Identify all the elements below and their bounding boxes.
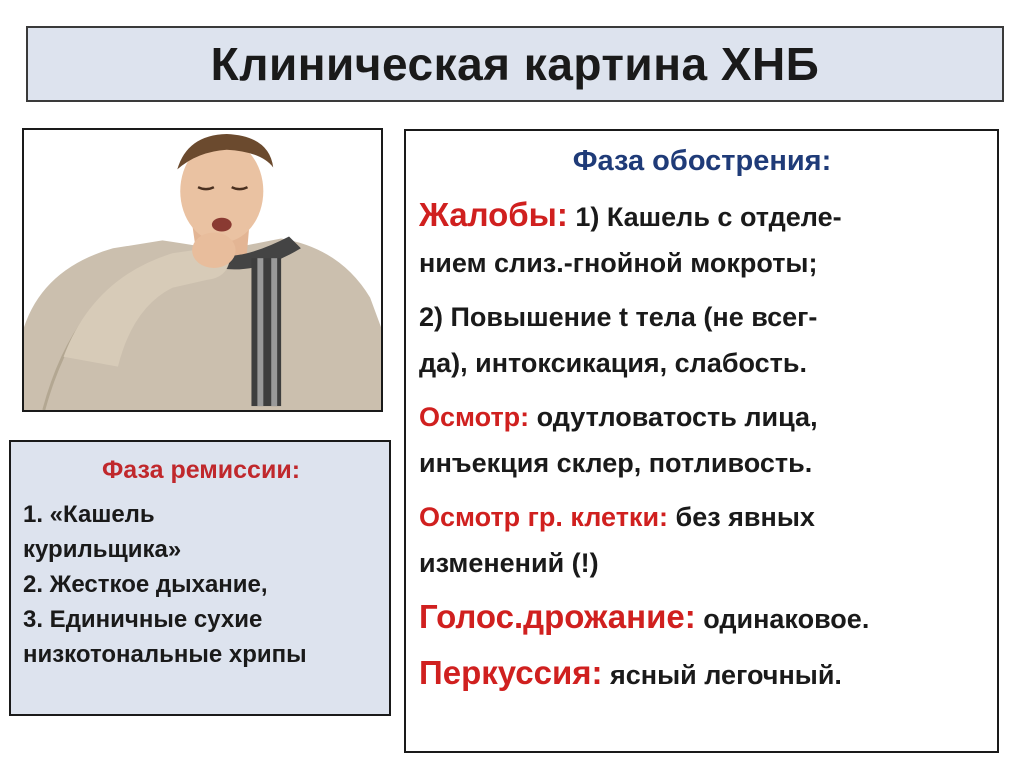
exacerbation-title: Фаза обострения: — [572, 145, 832, 177]
percussion-label: Перкуссия: — [419, 654, 603, 691]
fremitus-block: Голос.дрожание: одинаковое. — [419, 598, 870, 635]
list-item: 2. Жесткое дыхание, — [23, 571, 268, 598]
list-item: 3. Единичные сухие низкотональные хрипы — [23, 606, 307, 668]
page-title: Клиническая картина ХНБ — [210, 38, 820, 90]
remission-list — [23, 497, 379, 672]
title-banner — [26, 26, 1004, 102]
exam-label: Осмотр: — [419, 402, 530, 432]
complaints-label: Жалобы: — [419, 196, 568, 233]
list-item: 1. «Кашель курильщика» — [23, 501, 182, 563]
photo-frame — [22, 128, 383, 412]
exacerbation-panel — [404, 129, 999, 753]
remission-panel — [9, 440, 391, 716]
fremitus-label: Голос.дрожание: — [419, 598, 696, 635]
percussion-block: Перкуссия: ясный легочный. — [419, 654, 842, 691]
remission-title: Фаза ремиссии: — [101, 456, 301, 484]
complaints-2-block: 2) Повышение t тела (не всег- да), интоксикация, слабость. — [419, 302, 818, 378]
chest-exam-label: Осмотр гр. клетки: — [419, 502, 669, 532]
chest-exam-block: Осмотр гр. клетки: без явных изменений (!) — [419, 502, 815, 578]
complaints-block: Жалобы: 1) Кашель с отделе- нием слиз.-гнойной мокроты; — [419, 196, 842, 278]
exam-block: Осмотр: одутловатость лица, инъекция склер, потливость. — [419, 402, 818, 478]
coughing-man-photo — [24, 130, 381, 410]
